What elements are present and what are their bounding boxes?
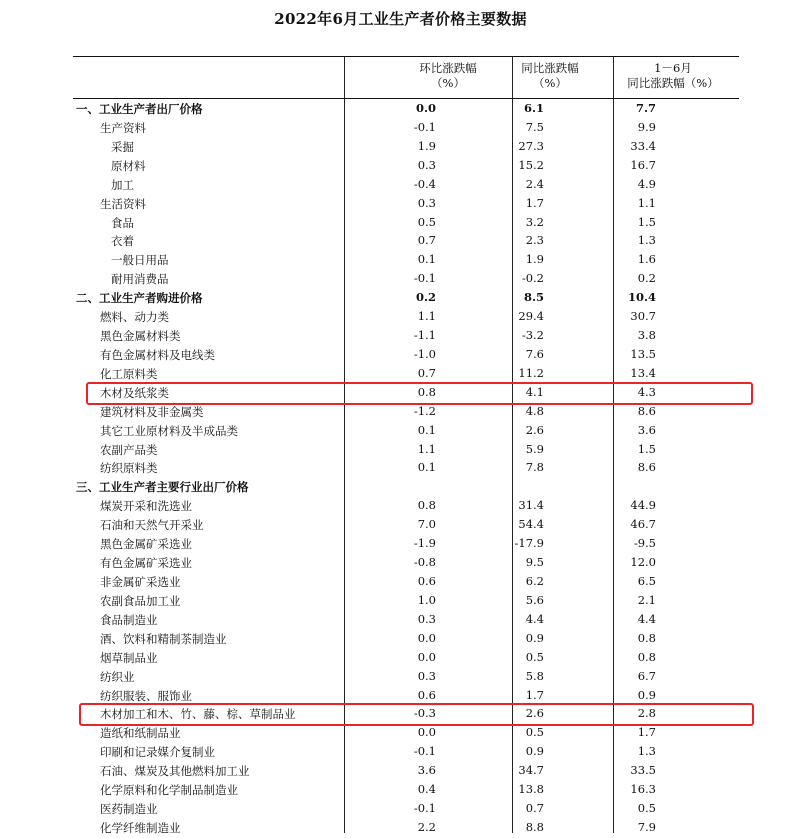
row-label: 医药制造业 <box>100 802 158 817</box>
cell-mom: 1.1 <box>417 309 436 324</box>
row-label: 石油、煤炭及其他燃料加工业 <box>100 764 250 779</box>
table-row <box>73 441 739 460</box>
header-ytd <box>608 61 738 91</box>
row-label: 造纸和纸制品业 <box>100 726 181 741</box>
row-label: 化学原料和化学制品制造业 <box>100 783 238 798</box>
cell-ytd: 0.9 <box>637 687 656 702</box>
row-label: 纺织原料类 <box>100 461 158 476</box>
cell-ytd: 16.7 <box>630 157 656 172</box>
cell-yoy: -3.2 <box>521 328 544 343</box>
cell-mom: -0.1 <box>413 119 436 134</box>
cell-ytd: 4.3 <box>637 384 656 399</box>
cell-mom: 0.6 <box>417 687 436 702</box>
table-row <box>73 157 739 176</box>
cell-mom: 1.1 <box>417 441 436 456</box>
cell-yoy: 34.7 <box>518 763 544 778</box>
row-label: 其它工业原材料及半成品类 <box>100 423 238 438</box>
cell-mom: 0.6 <box>417 574 436 588</box>
cell-yoy: 4.4 <box>525 611 544 626</box>
cell-ytd: 1.6 <box>637 252 656 267</box>
cell-ytd: 8.6 <box>637 460 656 475</box>
cell-yoy: 1.9 <box>525 252 544 267</box>
cell-ytd: 1.1 <box>637 195 656 210</box>
row-label: 耐用消费品 <box>111 272 169 287</box>
cell-mom: 0.4 <box>417 782 436 797</box>
cell-mom: 0.7 <box>417 365 436 380</box>
cell-yoy: 6.1 <box>523 101 544 115</box>
header-yoy <box>485 61 615 91</box>
cell-ytd: 4.4 <box>637 611 656 626</box>
row-label: 煤炭开采和洗选业 <box>100 499 192 514</box>
header-rule <box>73 98 739 99</box>
table-top-rule <box>73 56 739 57</box>
row-label: 化工原料类 <box>100 366 158 381</box>
cell-mom: 0.3 <box>417 611 436 626</box>
cell-yoy: 13.8 <box>518 782 544 797</box>
cell-ytd: 7.9 <box>637 819 656 834</box>
row-label: 食品 <box>111 215 134 230</box>
table-row <box>73 195 739 214</box>
cell-ytd: 2.8 <box>637 706 656 721</box>
table-row <box>73 535 739 554</box>
highlight-box <box>79 703 754 726</box>
row-label: 燃料、动力类 <box>100 310 169 325</box>
table-row <box>73 573 739 592</box>
header-mom-line2: （%） <box>431 76 465 90</box>
cell-yoy: 9.5 <box>525 555 544 570</box>
cell-mom: 0.0 <box>417 725 436 740</box>
cell-mom: -1.2 <box>413 403 436 418</box>
cell-ytd: 8.6 <box>637 403 656 418</box>
cell-ytd: 30.7 <box>630 309 656 324</box>
cell-ytd: 2.1 <box>637 592 656 607</box>
cell-yoy: 29.4 <box>518 309 544 324</box>
table-row <box>73 403 739 422</box>
row-label: 一般日用品 <box>111 253 169 268</box>
table-row <box>73 459 739 478</box>
table-row <box>73 422 739 441</box>
highlight-box <box>86 382 753 405</box>
cell-mom: 0.0 <box>417 649 436 664</box>
cell-yoy: 11.2 <box>518 365 544 380</box>
cell-yoy: 27.3 <box>518 138 544 153</box>
cell-mom: 0.8 <box>417 498 436 513</box>
cell-mom: -1.1 <box>413 328 436 343</box>
cell-yoy: 7.5 <box>525 119 544 134</box>
row-label: 有色金属矿采选业 <box>100 556 192 571</box>
cell-mom: 1.0 <box>417 592 436 607</box>
cell-mom: 0.1 <box>417 252 436 267</box>
table-row <box>73 289 739 308</box>
cell-mom: 0.0 <box>417 630 436 645</box>
row-label: 生产资料 <box>100 120 146 135</box>
cell-yoy: 2.3 <box>525 233 544 248</box>
cell-ytd: 7.7 <box>635 101 656 115</box>
row-label: 有色金属材料及电线类 <box>100 347 215 362</box>
table-row <box>73 214 739 233</box>
row-label: 木材及纸浆类 <box>100 385 169 400</box>
cell-yoy: 15.2 <box>518 157 544 172</box>
cell-yoy: 1.7 <box>525 195 544 210</box>
cell-yoy: 0.5 <box>525 649 544 664</box>
row-label: 加工 <box>111 177 134 192</box>
table-row <box>73 232 739 251</box>
table-row <box>73 176 739 195</box>
cell-ytd: 1.5 <box>637 441 656 456</box>
cell-mom: 0.3 <box>417 195 436 210</box>
row-label: 食品制造业 <box>100 612 158 627</box>
cell-ytd: 33.5 <box>630 763 656 778</box>
cell-yoy: 2.4 <box>525 176 544 191</box>
cell-mom: -0.1 <box>413 271 436 286</box>
table-row <box>73 630 739 649</box>
cell-yoy: 6.2 <box>525 574 544 588</box>
cell-ytd: 16.3 <box>630 782 656 797</box>
cell-yoy: 4.8 <box>525 403 544 418</box>
row-label: 纺织服装、服饰业 <box>100 688 192 703</box>
cell-mom: 0.3 <box>417 668 436 683</box>
cell-ytd: 6.7 <box>637 668 656 683</box>
cell-yoy: 8.8 <box>525 819 544 834</box>
cell-mom: 0.2 <box>415 290 436 305</box>
cell-ytd: 4.9 <box>637 176 656 191</box>
table-row <box>73 819 739 838</box>
cell-yoy: 2.6 <box>525 706 544 721</box>
cell-yoy: 7.6 <box>525 346 544 361</box>
table-row <box>73 781 739 800</box>
cell-ytd: 1.5 <box>637 214 656 229</box>
cell-yoy: 8.5 <box>523 290 544 305</box>
table-row <box>73 497 739 516</box>
table-row <box>73 346 739 365</box>
cell-ytd: 3.8 <box>637 328 656 343</box>
cell-ytd: 33.4 <box>630 138 656 153</box>
cell-mom: -0.3 <box>413 706 436 721</box>
row-label: 化学纤维制造业 <box>100 820 181 835</box>
cell-yoy: 5.6 <box>525 592 544 607</box>
cell-yoy: 0.9 <box>525 744 544 759</box>
cell-yoy: 1.7 <box>525 687 544 702</box>
cell-mom: 0.0 <box>415 101 436 115</box>
table-row <box>73 649 739 668</box>
row-label: 建筑材料及非金属类 <box>100 404 204 419</box>
row-label: 原材料 <box>111 158 146 173</box>
table-row <box>73 516 739 535</box>
cell-mom: 0.1 <box>417 422 436 437</box>
cell-ytd: 13.4 <box>630 365 656 380</box>
cell-ytd: 10.4 <box>627 290 656 305</box>
cell-yoy: 5.8 <box>525 668 544 683</box>
header-yoy-line2: （%） <box>533 76 567 90</box>
cell-ytd: 12.0 <box>630 555 656 570</box>
cell-mom: 7.0 <box>417 517 436 532</box>
table-row <box>73 724 739 743</box>
row-label: 衣着 <box>111 234 134 249</box>
cell-yoy: 3.2 <box>525 214 544 229</box>
header-yoy-line1: 同比涨跌幅 <box>521 61 579 75</box>
row-label: 烟草制品业 <box>100 650 158 665</box>
table-row <box>73 762 739 781</box>
cell-ytd: 6.5 <box>637 574 656 588</box>
cell-yoy: 4.1 <box>525 384 544 399</box>
header-ytd-line2: 同比涨跌幅（%） <box>627 76 719 90</box>
row-label: 纺织业 <box>100 669 135 684</box>
table-row <box>73 478 739 497</box>
cell-yoy: 0.9 <box>525 630 544 645</box>
row-label: 木材加工和木、竹、藤、棕、草制品业 <box>100 707 296 722</box>
cell-mom: -1.9 <box>413 536 436 551</box>
row-label: 二、工业生产者购进价格 <box>76 291 203 306</box>
cell-mom: 0.5 <box>417 214 436 229</box>
cell-mom: -1.0 <box>413 346 436 361</box>
row-label: 采掘 <box>111 139 134 154</box>
row-label: 农副食品加工业 <box>100 593 181 608</box>
table-row <box>73 668 739 687</box>
cell-ytd: 9.9 <box>637 119 656 134</box>
table-row <box>73 743 739 762</box>
cell-mom: 1.9 <box>417 138 436 153</box>
table-row <box>73 138 739 157</box>
table-row <box>73 611 739 630</box>
cell-yoy: 7.8 <box>525 460 544 475</box>
cell-mom: 0.1 <box>417 460 436 475</box>
cell-yoy: 0.5 <box>525 725 544 740</box>
page-title: 2022年6月工业生产者价格主要数据 <box>274 10 527 28</box>
table-row <box>73 251 739 270</box>
cell-mom: 2.2 <box>417 819 436 834</box>
cell-ytd: 1.7 <box>637 725 656 740</box>
cell-yoy: -0.2 <box>521 271 544 286</box>
row-label: 农副产品类 <box>100 442 158 457</box>
cell-mom: -0.1 <box>413 744 436 759</box>
header-ytd-line1: 1－6月 <box>654 61 692 75</box>
cell-ytd: 3.6 <box>637 422 656 437</box>
cell-yoy: 5.9 <box>525 441 544 456</box>
row-label: 黑色金属矿采选业 <box>100 537 192 552</box>
table-row <box>73 592 739 611</box>
cell-yoy: 31.4 <box>518 498 544 513</box>
table-row <box>73 119 739 138</box>
cell-ytd: 13.5 <box>630 346 656 361</box>
row-label: 一、工业生产者出厂价格 <box>76 102 203 116</box>
header-mom-line1: 环比涨跌幅 <box>419 61 477 75</box>
cell-ytd: -9.5 <box>633 536 656 551</box>
row-label: 石油和天然气开采业 <box>100 518 204 533</box>
table-row <box>73 308 739 327</box>
cell-ytd: 0.8 <box>637 630 656 645</box>
row-label: 非金属矿采选业 <box>100 575 181 589</box>
cell-ytd: 1.3 <box>637 233 656 248</box>
cell-mom: 0.3 <box>417 157 436 172</box>
cell-mom: 0.8 <box>417 384 436 399</box>
row-label: 印刷和记录媒介复制业 <box>100 745 215 760</box>
table-row <box>73 270 739 289</box>
cell-mom: -0.1 <box>413 801 436 816</box>
cell-ytd: 0.2 <box>637 271 656 286</box>
row-label: 生活资料 <box>100 196 146 211</box>
cell-ytd: 0.5 <box>637 801 656 816</box>
cell-mom: 0.7 <box>417 233 436 248</box>
table-row <box>73 554 739 573</box>
table-row <box>73 100 739 119</box>
cell-yoy: 54.4 <box>518 517 544 532</box>
cell-ytd: 46.7 <box>630 517 656 532</box>
table-row <box>73 365 739 384</box>
cell-mom: -0.8 <box>413 555 436 570</box>
cell-mom: -0.4 <box>413 176 436 191</box>
cell-ytd: 1.3 <box>637 744 656 759</box>
cell-ytd: 44.9 <box>630 498 656 513</box>
cell-yoy: 0.7 <box>525 801 544 816</box>
cell-yoy: 2.6 <box>525 422 544 437</box>
table-row <box>73 327 739 346</box>
row-label: 酒、饮料和精制茶制造业 <box>100 631 227 646</box>
row-label: 黑色金属材料类 <box>100 329 181 344</box>
cell-mom: 3.6 <box>417 763 436 778</box>
table-row <box>73 800 739 819</box>
cell-yoy: -17.9 <box>514 536 544 551</box>
cell-ytd: 0.8 <box>637 649 656 664</box>
row-label: 三、工业生产者主要行业出厂价格 <box>76 480 249 495</box>
